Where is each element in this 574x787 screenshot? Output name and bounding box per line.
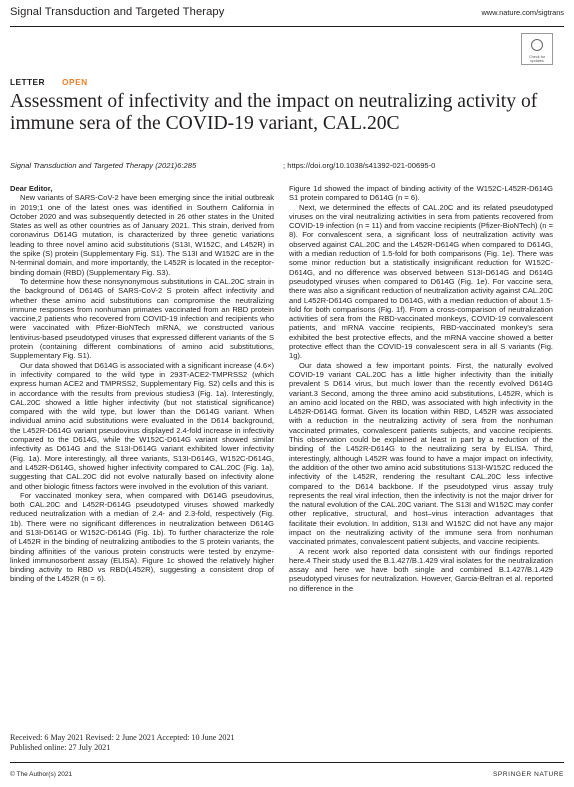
open-access-label: OPEN [62, 77, 88, 87]
paragraph: Next, we determined the effects of CAL.20C and its related pseudotyped viruses on the viral neutralizing activities in sera from patients recovered from COVID-19 infection (n = 11) and from vaccine recipients (Pfizer-BioNTech) (n = 8). For convalescent sera, a significant loss of neutralization activity was observed against CAL.20C and the L452R-D614G when compared to D614G, with a median reduction of 1.5-fold for both comparisons (Fig. 1e). There was some minor reduction but a statistically insignificant reduction for W152C-D614G, and no difference was observed between S13I-D614G and D614G pseudotyped viruses when compared to D614G (Fig. 1e). For vaccine sera, there was also a significant reduction of neutralization activity against CAL.20C and L452R-D614G compared to D614G, with a median reduction of about 1.5-fold for both comparisons (Fig. 1f). From a cross-comparison of neutralization activities of sera from the RBD-vaccinated monkeys, COVID-19 convalescent patients, and mRNA vaccine recipients, RBD-vaccinated monkey's sera exhibited the best protective effects, and the mRNA vaccine showed a better protective effect than the COVID-19 convalescent sera in all S variants (Fig. 1g). [289, 202, 553, 361]
copyright-notice: © The Author(s) 2021 [10, 771, 73, 778]
body-column-left [10, 184, 274, 584]
salutation: Dear Editor, [10, 184, 53, 193]
paragraph: Figure 1d showed the impact of binding activity of the W152C-L452R-D614G S1 protein compared to D614G (n = 6). [289, 184, 553, 203]
check-for-updates-badge[interactable] [521, 33, 553, 65]
journal-name: Signal Transduction and Targeted Therapy [10, 6, 225, 18]
running-header [10, 4, 564, 27]
article-dates [10, 733, 235, 753]
published-online: Published online: 27 July 2021 [10, 743, 111, 752]
paragraph: Our data showed that D614G is associated with a significant increase (4.6×) in infectivity compared to the wild type in 293T-ACE2-TMPRSS2 (which express human ACE2 and TMPRSS2, Supplementary Fig. S2) cells and this is in accordance with the results from previous studies3 (Fig. 1a). Interestingly, CAL.20C showed a little higher infectivity (but not statistical significance) compared with the wild type, but lower than the D614G variant. When individual amino acid substitutions were evaluated in the D614 background, the L452R-D614G variant pseudovirus displayed 2.4-fold increase in infectivity compared to the D614G, while the W152C-D614G variant showed similar infectivity as D614G and the S13I-D614G variant exhibited lower infectivity (Fig. 1a). More interestingly, all three variants, S13I-D614G, W152C-D614G, and L452R-D614G, showed higher infectivity compared to CAL.20C (Fig. 1a), suggesting that CAL.20C did not evolve naturally based on infectivity alone and other biologic fitness factors were involved in the evolution of this variant. [10, 360, 275, 491]
journal-url-link[interactable]: www.nature.com/sigtrans [481, 8, 564, 17]
badge-label: Check for updates [528, 55, 546, 63]
paragraph: New variants of SARS-CoV-2 have been emerging since the initial outbreak in 2019;1 one of the latest ones was identified in Southern California in October 2020 and was subsequently detected in 26 other states in the United States as well as other countries as of January 2021. This strain, derived from coronavirus D614G mutation, is characterized by three genetic variations leading to three novel amino acid substitutions (S13I, W152C, and L452R) in the spike (S) protein (Supplementary Fig. S1). The S13I and W152C are in the N-terminal domain, and more importantly, the L452R is located in the receptor-binding domain (RBD) (Supplementary Fig. S3). [10, 193, 274, 277]
publisher-logo: SPRINGER NATURE [493, 771, 564, 778]
paragraph: For vaccinated monkey sera, when compared with D614G pseudovirus, both CAL.20C and L452R-D614G pseudotyped viruses showed markedly reduced neutralization with a median of 2.4- and 2.3-fold, respectively (Fig. 1b). There were no significant differences in neutralization between D614G and S13I-D614G or W152C-D614G (Fig. 1b). To further characterize the role of L452R in the binding of neutralizing antibodies to the S protein variants, the binding affinities of the various protein constructs were tested by enzyme-linked immunosorbent assay (ELISA). Figure 1c showed the relatively higher binding activity to RBD vs RBD(L452R), suggesting a consistent drop of binding of the L452R (n = 6). [10, 490, 274, 584]
doi-link[interactable]: ; https://doi.org/10.1038/s41392-021-00695-0 [283, 161, 436, 170]
citation-line: Signal Transduction and Targeted Therapy (2021)6:285 [10, 161, 197, 170]
paragraph: To determine how these nonsynonymous substitutions in CAL.20C strain in the background of D614G of SARS-CoV-2 S protein affect infectivity and whether these amino acid substitutions can compromise the neutralizing immune responses from nonhuman primates vaccinated from an RBD protein vaccine,2 patients who recovered from COVID-19 infection and recipients who were vaccinated with Pfizer-BioNTech mRNA, we constructed various lentivirus-based pseudotyped viruses that expressed different variants of the S protein (containing different combinations of amino acid substitutions, Supplementary Fig. S1). [10, 276, 274, 361]
article-title: Assessment of infectivity and the impact on neutralizing activity of immune sera of the COVID-19 variant, CAL.20C [10, 91, 538, 134]
body-column-right [289, 184, 553, 593]
paragraph: A recent work also reported data consistent with our findings reported here.4 Their study used the B.1.427/B.1.429 viral isolates for the neutralization assay and here we have both single and combined B.1.427/B.1.429 pseudotyped viruses for neutralization. However, Garcia-Beltran et al. reported no difference in the [289, 546, 553, 593]
footer-rule [10, 762, 564, 763]
article-type-label: LETTER [10, 77, 45, 87]
received-revised-accepted: Received: 6 May 2021 Revised: 2 June 2021 Accepted: 10 June 2021 [10, 733, 235, 742]
paragraph: Our data showed a few important points. First, the naturally evolved COVID-19 variant CAL.20C has a little higher infectivity than the initially prevalent S D614 virus, but much lower than the recently evolved D614G variant.3 Second, among the three amino acid substitutions, L452R, which is an amino acid located on the RBD, was associated with high infectivity in the L452R-D614G format. Given its location within RBD, L452R was associated with a reduction in the neutralizing activity of sera from the nonhuman vaccinated primates, convalescent patients subjects, and vaccine recipients. This observation could be explained at least in part by a reduction of the binding of the L452R-D614G to the neutralizing sera by ELISA. Third, interestingly, although L452R was found to have a major impact on infectivity, the addition of the other two amino acid substitutions S13I-W152C reduced the infectivity of the L452R, rendering the resultant CAL.20C less infective compared to the D614 backbone. If the pseudotyped virus assay truly represents the real viral infection, then the infectivity is not the major driver for the natural evolution of the CAL.20C variant. The S13I and W152C may confer other replicative, structural, and host–virus interaction advantages that facilitate their evolution. In addition, S13I and W152C did not have any major impact on the neutralizing activity of the immune sera from nonhuman vaccinated primates, convalescent patient subjects, and vaccine recipients. [289, 360, 553, 547]
update-check-icon [531, 39, 543, 51]
